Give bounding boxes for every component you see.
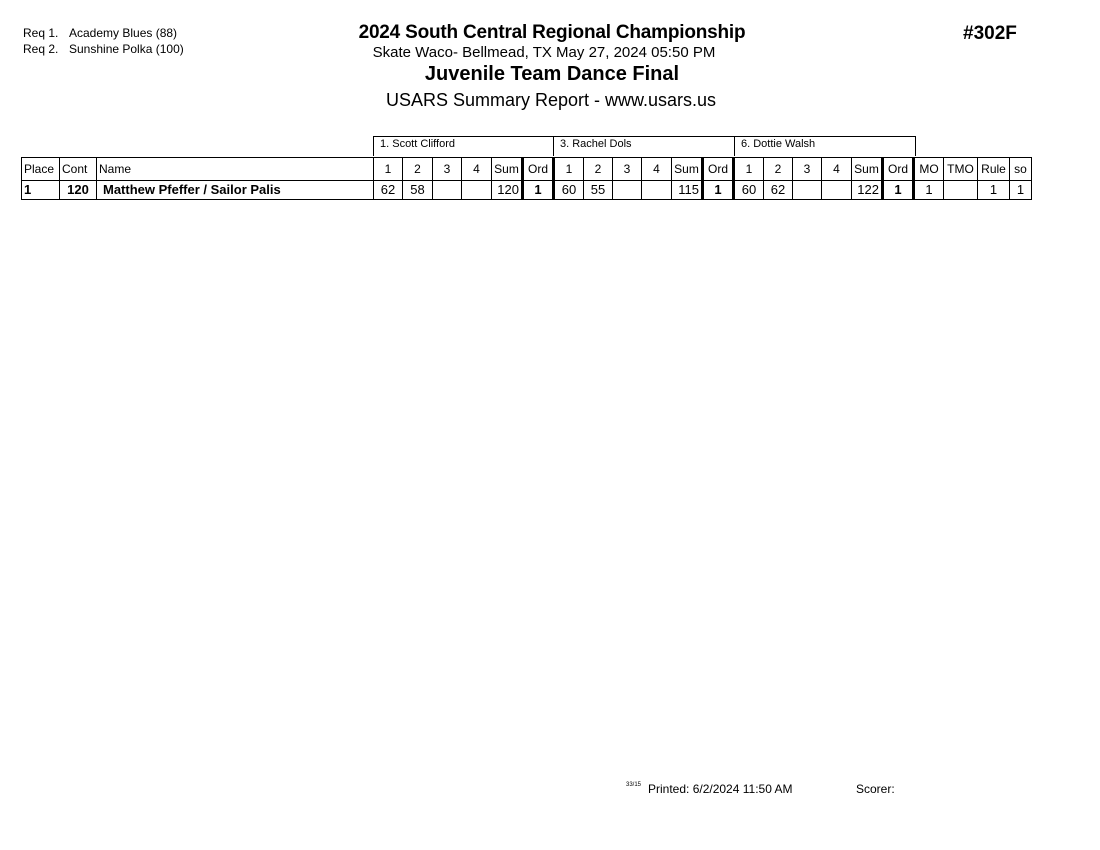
row-judge3-mark3 [793, 181, 822, 200]
printed-timestamp: Printed: 6/2/2024 11:50 AM [648, 782, 793, 796]
row-tmo [944, 181, 978, 200]
header-judge2-mark1: 1 [554, 158, 584, 181]
header-mo: MO [914, 158, 944, 181]
header-judge2-ord: Ord [703, 158, 734, 181]
row-judge3-ord: 1 [883, 181, 914, 200]
header-judge1-sum: Sum [492, 158, 523, 181]
table-row [22, 181, 1032, 200]
row-judge2-mark1: 60 [554, 181, 584, 200]
competition-subtitle: Skate Waco- Bellmead, TX May 27, 2024 05:50 PM [372, 44, 716, 61]
row-mo: 1 [914, 181, 944, 200]
row-judge2-mark3 [613, 181, 642, 200]
report-title: USARS Summary Report - www.usars.us [385, 90, 717, 110]
row-judge2-mark4 [642, 181, 672, 200]
results-table [21, 157, 1032, 200]
row-cont: 120 [60, 181, 97, 200]
judge-header-1: 1. Scott Clifford [373, 136, 554, 156]
row-judge3-mark1: 60 [734, 181, 764, 200]
requirement-value: Sunshine Polka (100) [69, 42, 184, 56]
header-judge3-sum: Sum [852, 158, 883, 181]
header-judge1-mark4: 4 [462, 158, 492, 181]
header-judge3-mark4: 4 [822, 158, 852, 181]
header-judge2-mark3: 3 [613, 158, 642, 181]
scorer-label: Scorer: [856, 782, 895, 796]
header-so: so [1010, 158, 1032, 181]
header-judge1-mark2: 2 [403, 158, 433, 181]
header-name: Name [97, 158, 374, 181]
footer-mark: 33/15 [626, 782, 642, 788]
row-judge2-ord: 1 [703, 181, 734, 200]
event-title: Juvenile Team Dance Final [424, 63, 680, 85]
requirement-value: Academy Blues (88) [69, 26, 178, 40]
header-judge3-mark3: 3 [793, 158, 822, 181]
requirement-label: Req 1. [23, 26, 59, 40]
header-rule: Rule [978, 158, 1010, 181]
row-judge3-mark4 [822, 181, 852, 200]
judge-header-2: 3. Rachel Dols [553, 136, 735, 156]
header-place: Place [22, 158, 60, 181]
table-header-row [22, 158, 1032, 181]
requirement-label: Req 2. [23, 42, 59, 56]
row-judge1-mark4 [462, 181, 492, 200]
row-judge2-sum: 115 [672, 181, 703, 200]
row-name: Matthew Pfeffer / Sailor Palis [97, 181, 374, 200]
row-judge3-sum: 122 [852, 181, 883, 200]
header-judge2-mark4: 4 [642, 158, 672, 181]
row-judge1-mark1: 62 [374, 181, 403, 200]
row-judge1-ord: 1 [523, 181, 554, 200]
event-number: #302F [963, 23, 1017, 44]
row-judge1-mark3 [433, 181, 462, 200]
header-judge3-ord: Ord [883, 158, 914, 181]
header-judge3-mark2: 2 [764, 158, 793, 181]
header-tmo: TMO [944, 158, 978, 181]
judge-header-3: 6. Dottie Walsh [734, 136, 916, 156]
row-so: 1 [1010, 181, 1032, 200]
row-place: 1 [22, 181, 60, 200]
header-judge2-sum: Sum [672, 158, 703, 181]
header-judge1-mark1: 1 [374, 158, 403, 181]
row-judge2-mark2: 55 [584, 181, 613, 200]
competition-title: 2024 South Central Regional Championship [358, 22, 746, 43]
row-rule: 1 [978, 181, 1010, 200]
header-judge1-ord: Ord [523, 158, 554, 181]
header-judge2-mark2: 2 [584, 158, 613, 181]
header-cont: Cont [60, 158, 97, 181]
row-judge3-mark2: 62 [764, 181, 793, 200]
header-judge1-mark3: 3 [433, 158, 462, 181]
row-judge1-sum: 120 [492, 181, 523, 200]
row-judge1-mark2: 58 [403, 181, 433, 200]
header-judge3-mark1: 1 [734, 158, 764, 181]
